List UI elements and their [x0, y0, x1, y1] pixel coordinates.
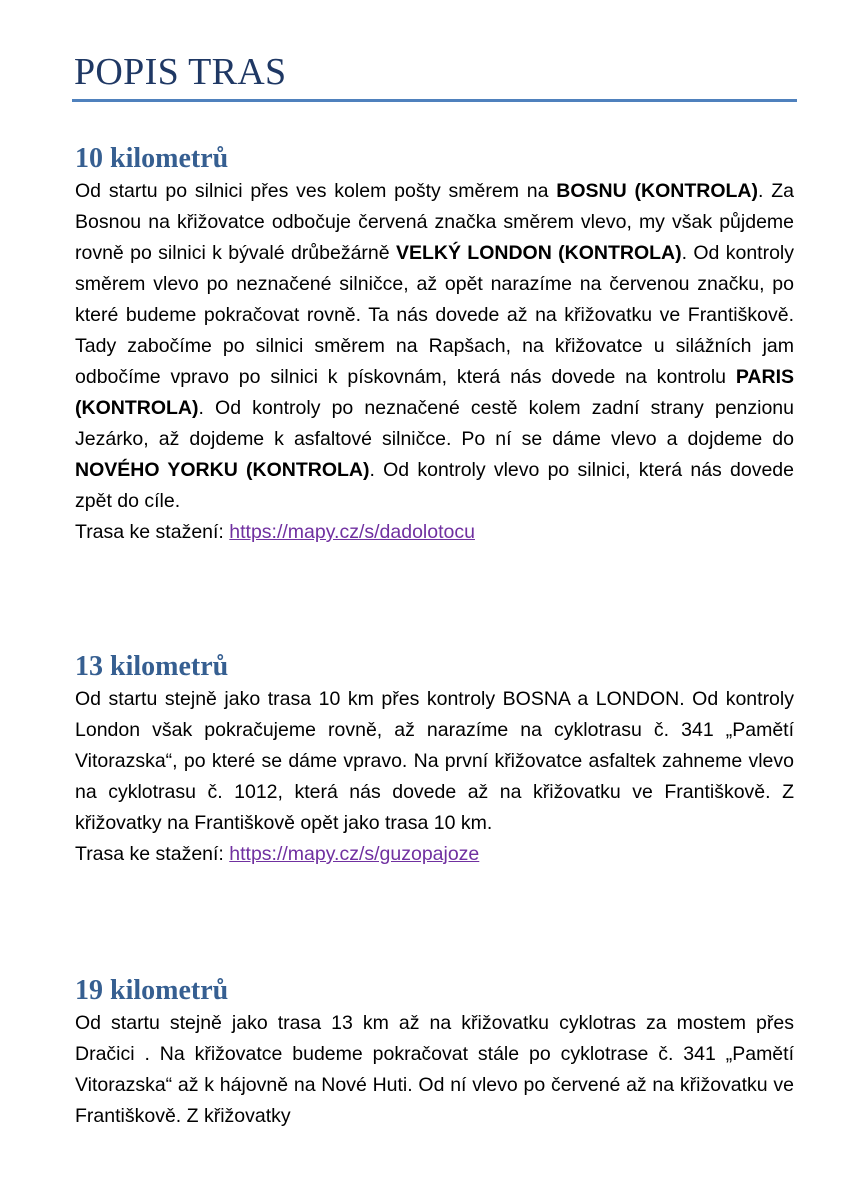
download-line-13km	[75, 839, 794, 870]
route-heading-10km: 10 kilometrů	[75, 143, 229, 174]
text-run: . Za Bosnou na křižovatce odbočuje červená značka směrem vlevo, my však půjdeme rovně po silnici k bývalé drůbežárně	[75, 180, 794, 264]
route-heading-19km: 19 kilometrů	[75, 975, 229, 1006]
route-description-10km	[75, 176, 794, 517]
route-heading-13km: 13 kilometrů	[75, 651, 229, 682]
download-line-10km	[75, 517, 794, 548]
checkpoint-london: VELKÝ LONDON (KONTROLA)	[395, 242, 682, 264]
download-label: Trasa ke stažení:	[75, 521, 230, 543]
text-run: . Od kontroly po neznačené cestě kolem zadní strany penzionu Jezárko, až dojdeme k asfaltové silničce. Po ní se dáme vlevo a dojdeme do	[75, 397, 794, 450]
route-section-19km	[75, 974, 794, 1132]
route-section-10km	[75, 142, 794, 548]
title-underline	[72, 99, 797, 102]
text-run: Od startu po silnici přes ves kolem pošty směrem na	[75, 180, 557, 202]
checkpoint-bosna: BOSNU (KONTROLA)	[556, 180, 758, 202]
route-description-13km: Od startu stejně jako trasa 10 km přes kontroly BOSNA a LONDON. Od kontroly London však pokračujeme rovně, až narazíme na cyklotrasu č. 341 „Pamětí Vitorazska“, po které se dáme vpravo. Na první křižovatce asfaltek zahneme vlevo na cyklotrasu č. 1012, která nás dovede až na křižovatku ve Františkově. Z křižovatky na Františkově opět jako trasa 10 km.	[75, 688, 794, 834]
checkpoint-new-york: NOVÉHO YORKU (KONTROLA)	[75, 459, 370, 481]
download-label: Trasa ke stažení:	[75, 843, 230, 865]
checkpoint-paris: PARIS (KONTROLA)	[75, 366, 794, 419]
text-run: . Od kontroly vlevo po silnici, která nás dovede zpět do cíle.	[75, 459, 794, 512]
download-link-13km[interactable]: https://mapy.cz/s/guzopajoze	[229, 843, 480, 865]
route-section-13km	[75, 650, 794, 870]
route-description-19km: Od startu stejně jako trasa 13 km až na křižovatku cyklotras za mostem přes Dračici . Na křižovatce budeme pokračovat stále po cyklotrase č. 341 „Pamětí Vitorazska“ až k hájovně na Nové Huti. Od ní vlevo po červené až na křižovatku ve Františkově. Z křižovatky	[75, 1012, 794, 1127]
page-title: POPIS TRAS	[74, 51, 287, 93]
text-run: . Od kontroly směrem vlevo po neznačené silničce, až opět narazíme na červenou značku, po které budeme pokračovat rovně. Ta nás dovede až na křižovatku ve Františkově. Tady zabočíme po silnici směrem na Rapšach, na křižovatce u silážních jam odbočíme vpravo po silnici k pískovnám, která nás dovede na kontrolu	[75, 242, 795, 388]
download-link-10km[interactable]: https://mapy.cz/s/dadolotocu	[229, 521, 475, 543]
